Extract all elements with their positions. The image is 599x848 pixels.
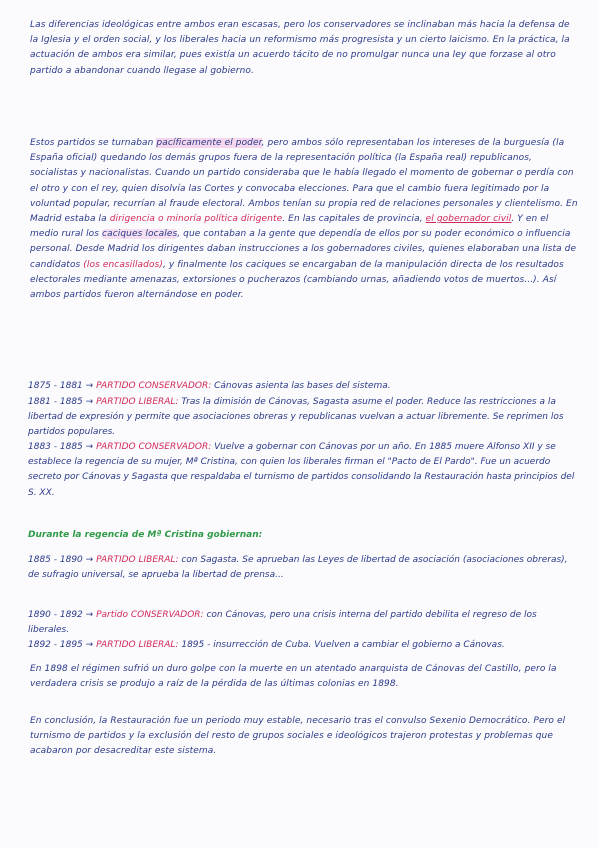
paragraph-text: Las diferencias ideológicas entre ambos eran escasas, pero los conservadores se inclinaban más hacia la defensa de la Iglesia y el orden social, y los liberales hacia un reformismo más progresista y un cierto laicismo. En la práctica, la actuación de ambos era similar, pues existía un acuerdo tácito de no promulgar nunca una ley que forzase al otro partido a abandonar cuando llegase al gobierno. bbox=[30, 20, 570, 76]
entry-party: PARTIDO LIBERAL: bbox=[96, 640, 179, 650]
timeline-entry bbox=[28, 395, 578, 441]
paragraph-text: En conclusión, la Restauración fue un periodo muy estable, necesario tras el convulso Sexenio Democrático. Pero el turnismo de partidos y la exclusión del resto de grupos sociales e ideológicos trajeron protestas y problemas que acabaron por desacreditar este sistema. bbox=[30, 716, 566, 757]
paragraph-text: Estos partidos se turnaban bbox=[30, 138, 157, 148]
arrow-icon: → bbox=[85, 610, 94, 620]
highlight-text: caciques locales bbox=[102, 229, 178, 240]
section-heading: Durante la regencia de Mª Cristina gobiernan: bbox=[28, 530, 263, 540]
red-term: (los encasillados) bbox=[83, 259, 163, 270]
timeline-entry bbox=[28, 608, 578, 638]
section-title bbox=[28, 528, 578, 543]
arrow-icon: → bbox=[85, 555, 94, 565]
entry-date: 1892 - 1895 bbox=[28, 640, 83, 650]
paragraph-text: . En las capitales de provincia, bbox=[282, 214, 426, 225]
timeline-entry bbox=[28, 553, 578, 583]
paragraph-text: , y finalmente los caciques se encargaban de la manipulación directa de los resultados electorales mediante amenazas, extorsiones o pucherazos (cambiando urnas, añadiendo votos de muertos...). Así ambos partidos fueron alternándose en poder. bbox=[30, 259, 564, 301]
timeline-entry bbox=[28, 638, 578, 653]
paragraph-conclusion bbox=[30, 714, 578, 760]
arrow-icon: → bbox=[85, 381, 94, 391]
entry-text: con Cánovas, pero una crisis interna del partido debilita el regreso de los liberales. bbox=[28, 610, 537, 636]
paragraph-text: En 1898 el régimen sufrió un duro golpe con la muerte en un atentado anarquista de Cánovas del Castillo, pero la verdadera crisis se produjo a raíz de la pérdida de las últimas colonias en 1898. bbox=[30, 664, 557, 690]
entry-text: Tras la dimisión de Cánovas, Sagasta asume el poder. Reduce las restricciones a la libertad de expresión y permite que asociaciones obreras y republicanas vuelvan a actuar libremente. Se reprimen los partidos populares. bbox=[28, 397, 564, 438]
entry-date: 1885 - 1890 bbox=[28, 555, 83, 565]
entry-date: 1883 - 1885 bbox=[28, 442, 83, 452]
paragraph-turnismo bbox=[30, 136, 578, 303]
arrow-icon: → bbox=[85, 442, 94, 452]
entry-text: con Sagasta. Se aprueban las Leyes de libertad de asociación (asociaciones obreras), de sufragio universal, se aprueba la libertad de prensa... bbox=[28, 555, 568, 581]
entry-text: 1895 - insurrección de Cuba. Vuelven a cambiar el gobierno a Cánovas. bbox=[178, 640, 505, 650]
entry-party: PARTIDO LIBERAL: bbox=[96, 555, 179, 565]
paragraph-text: . Y en el medio rural los bbox=[30, 214, 549, 240]
entry-date: 1881 - 1885 bbox=[28, 397, 83, 407]
red-term: el gobernador civil bbox=[425, 214, 512, 225]
entry-date: 1875 - 1881 bbox=[28, 381, 83, 391]
paragraph-text: , que contaban a la gente que dependía de ellos por su poder económico o influencia personal. Desde Madrid los dirigentes daban instrucciones a los gobernadores civiles, quienes elaboraban una lista de candidatos bbox=[30, 229, 577, 270]
timeline-entry bbox=[28, 440, 578, 501]
entry-date: 1890 - 1892 bbox=[28, 610, 83, 620]
arrow-icon: → bbox=[85, 397, 94, 407]
arrow-icon: → bbox=[85, 640, 94, 650]
timeline-entry bbox=[28, 379, 578, 394]
paragraph-1898 bbox=[30, 662, 578, 692]
entry-party: PARTIDO CONSERVADOR: bbox=[96, 442, 212, 452]
paragraph-parties-differences bbox=[30, 18, 578, 79]
entry-text: Cánovas asienta las bases del sistema. bbox=[211, 381, 391, 391]
paragraph-text: , pero ambos sólo representaban los intereses de la burguesía (la España oficial) quedando los demás grupos fuera de la representación política (la España real) republicanos, socialistas y nacionalistas. Cuando un partido consideraba que le había llegado el momento de gobernar o perdía con el otro y con el rey, quien disolvía las Cortes y convocaba elecciones. Para que el cambio fuera legitimado por la voluntad popular, recurrían al fraude electoral. Ambos tenían su propia red de relaciones personales y clientelismo. En Madrid estaba la bbox=[30, 138, 578, 225]
highlight-text: pacíficamente el poder bbox=[156, 138, 262, 148]
red-term: dirigencia o minoría política dirigente bbox=[109, 214, 283, 225]
entry-text: Vuelve a gobernar con Cánovas por un año. En 1885 muere Alfonso XII y se establece la regencia de su mujer, Mª Cristina, con quien los liberales firman el "Pacto de El Pardo". Fue un acuerdo secreto por Cánovas y Sagasta que respaldaba el turnismo de partidos consolidando la Restauración hasta principios del S. XX. bbox=[28, 442, 575, 498]
entry-party: PARTIDO LIBERAL: bbox=[96, 397, 179, 407]
entry-party: Partido CONSERVADOR: bbox=[96, 610, 204, 620]
entry-party: PARTIDO CONSERVADOR: bbox=[96, 381, 212, 391]
